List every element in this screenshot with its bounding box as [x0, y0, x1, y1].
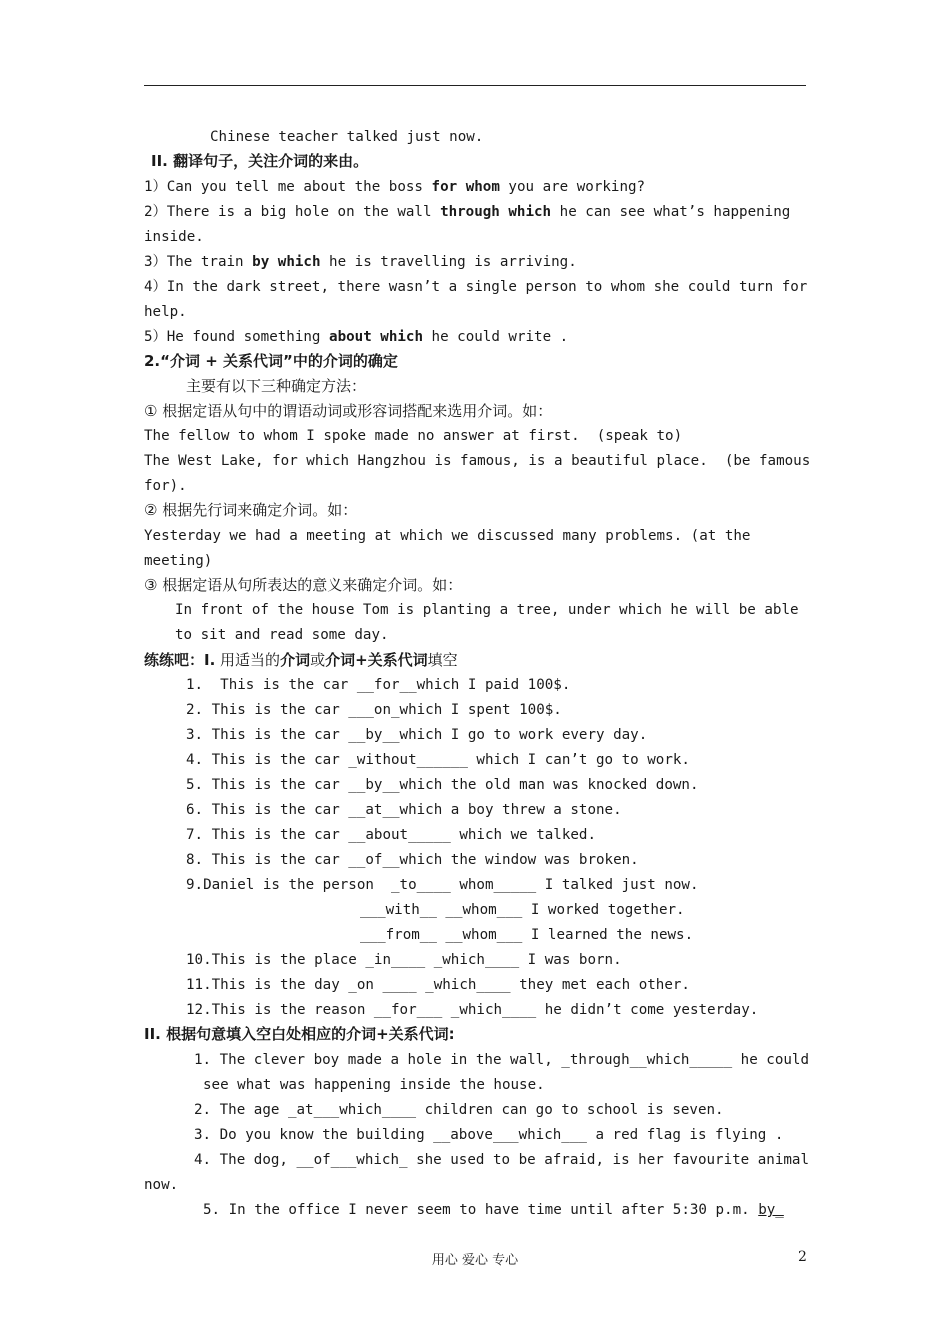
exercise-item: 1. This is the car __for__which I paid 100$. [186, 677, 571, 693]
method-3: ③ 根据定语从句所表达的意义来确定介词。如： [144, 576, 463, 594]
exercise-item: ___with__ __whom___ I worked together. [360, 902, 685, 918]
exercise-item: 10.This is the place _in____ _which____ I was born. [186, 952, 622, 968]
example-line: for). [144, 478, 187, 494]
exercise-item: 8. This is the car __of__which the window was broken. [186, 852, 639, 868]
sentence-5: 5）He found something about which he could write . [144, 329, 569, 345]
exercise-item: 3. This is the car __by__which I go to work every day. [186, 727, 648, 743]
exercise-item: 2. The age _at___which____ children can go to school is seven. [194, 1102, 724, 1118]
exercise-item: 12.This is the reason __for___ _which____ he didn’t come yesterday. [186, 1002, 759, 1018]
sentence-2: 2）There is a big hole on the wall through which he can see what’s happening [144, 204, 791, 220]
sentence-4: 4）In the dark street, there wasn’t a single person to whom she could turn for [144, 279, 808, 295]
exercise-item: 9.Daniel is the person _to____ whom_____ I talked just now. [186, 877, 699, 893]
text-line: Chinese teacher talked just now. [210, 129, 484, 145]
page-number: 2 [798, 1249, 807, 1265]
example-line: Yesterday we had a meeting at which we discussed many problems. (at the [144, 528, 751, 544]
exercise-item: 1. The clever boy made a hole in the wall, _through__which_____ he could [194, 1052, 809, 1068]
highlight-phrase: through which [440, 204, 552, 220]
text-line: help. [144, 304, 187, 320]
exercise-item: 11.This is the day _on ____ _which____ they met each other. [186, 977, 690, 993]
exercise-item: 4. The dog, __of___which_ she used to be afraid, is her favourite animal [194, 1152, 809, 1168]
exercise-item: now. [144, 1177, 179, 1193]
section-heading: 2.“介词 + 关系代词”中的介词的确定 [144, 352, 398, 370]
exercise-item: 5. In the office I never seem to have time until after 5:30 p.m. by_ [203, 1202, 784, 1218]
exercise-item: 6. This is the car __at__which a boy threw a stone. [186, 802, 622, 818]
answer-blank: by_ [758, 1202, 784, 1218]
exercise-item: 4. This is the car _without______ which I can’t go to work. [186, 752, 690, 768]
exercise-item: 7. This is the car __about_____ which we talked. [186, 827, 596, 843]
text-line: inside. [144, 229, 204, 245]
example-line: The fellow to whom I spoke made no answer at first. (speak to) [144, 428, 683, 444]
highlight-phrase: about which [329, 329, 423, 345]
exercise-item: 5. This is the car __by__which the old man was knocked down. [186, 777, 699, 793]
exercise-item: 3. Do you know the building __above___which___ a red flag is flying . [194, 1127, 784, 1143]
example-line: to sit and read some day. [175, 627, 389, 643]
exercise-item: see what was happening inside the house. [203, 1077, 545, 1093]
exercise-heading: 练练吧：I. 用适当的介词或介词+关系代词填空 [144, 651, 458, 669]
highlight-phrase: by which [252, 254, 321, 270]
example-line: In front of the house Tom is planting a tree, under which he will be able [175, 602, 799, 618]
exercise-item: ___from__ __whom___ I learned the news. [360, 927, 694, 943]
sentence-3: 3）The train by which he is travelling is arriving. [144, 254, 577, 270]
method-2: ② 根据先行词来确定介词。如： [144, 501, 358, 519]
exercise-item: 2. This is the car ___on_which I spent 100$. [186, 702, 562, 718]
exercise-heading-2: II. 根据句意填入空白处相应的介词+关系代词: [144, 1025, 455, 1043]
text-line: 主要有以下三种确定方法： [186, 377, 367, 395]
section-heading: II. 翻译句子，关注介词的来由。 [151, 152, 369, 170]
example-line: meeting) [144, 553, 213, 569]
header-rule [144, 85, 806, 86]
method-1: ① 根据定语从句中的谓语动词或形容词搭配来选用介词。如： [144, 402, 553, 420]
highlight-phrase: for whom [431, 179, 500, 195]
page-footer: 用心 爱心 专心 [431, 1253, 519, 1268]
example-line: The West Lake, for which Hangzhou is famous, is a beautiful place. (be famous [144, 453, 811, 469]
sentence-1: 1）Can you tell me about the boss for whom you are working? [144, 179, 646, 195]
